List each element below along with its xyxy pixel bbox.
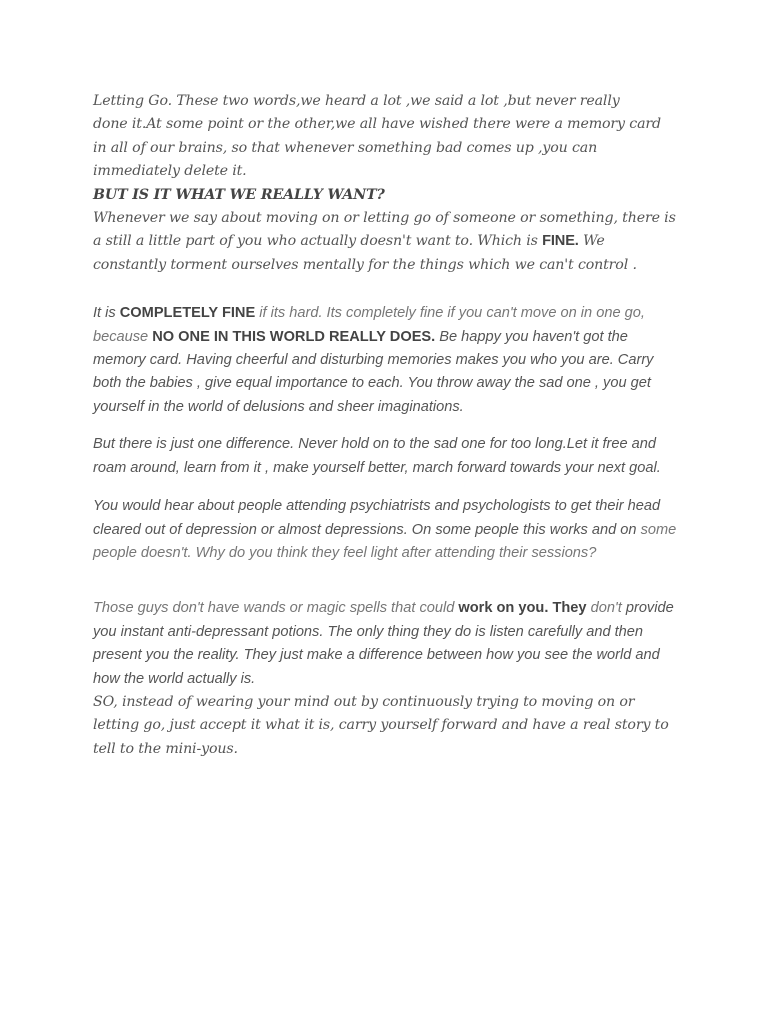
paragraph-intro: [93, 90, 678, 184]
heading-question: BUT IS IT WHAT WE REALLY WANT?: [93, 186, 385, 203]
paragraph-completely-fine-b2: NO ONE IN THIS WORLD REALLY DOES.: [152, 328, 436, 345]
paragraph-difference: But there is just one difference. Never hold on to the sad one for too long.Let it free and roam around, learn from it , make yourself better, march forward towards your next goal.: [93, 436, 661, 476]
paragraph-intro-rest: done it.At some point or the other,we all have wished there were a memory card in all of our brains, so that whenever something bad comes up ,you can immediately delete it.: [93, 116, 661, 180]
paragraph-those-guys-rest: provide you instant anti-depressant potions. The only thing they do is listen carefully and then present you the reality. They just make a difference between how you see the world and how the world actually is.: [93, 600, 674, 687]
paragraph-psychiatrists: [93, 495, 678, 565]
paragraph-intro-line1: Letting Go. These two words,we heard a lot ,we said a lot ,but never really: [93, 93, 620, 109]
paragraph-psychiatrists-main: You would hear about people attending psychiatrists and psychologists to get their head cleared out of depression or almost depressions. On some people this works and on: [93, 498, 661, 538]
paragraph-moving-on-before: Whenever we say about moving on or letting go of someone or something, there is a still a little part of you who actually doesn't want to. Which is: [93, 210, 676, 250]
paragraph-completely-fine-b1: COMPLETELY FINE: [119, 305, 256, 322]
document-page: [93, 90, 678, 761]
paragraph-those-guys-light1: Those guys don't have wands or magic spells that could: [93, 600, 459, 617]
paragraph-those-guys: [93, 597, 678, 691]
paragraph-moving-on-after: We constantly torment ourselves mentally for the things which we can't control .: [93, 233, 637, 273]
paragraph-completely-fine-t2: if its hard. Its completely fine if you can't move on in one go, because: [93, 305, 645, 345]
paragraph-moving-on-bold: FINE.: [542, 233, 579, 250]
paragraph-completely-fine: [93, 302, 678, 419]
paragraph-those-guys-light2: don't: [586, 600, 622, 617]
paragraph-conclusion: SO, instead of wearing your mind out by continuously trying to moving on or letting go, just accept it what it is, carry yourself forward and have a real story to tell to the mini-yous.: [93, 693, 669, 757]
paragraph-those-guys-bold: work on you. They: [458, 600, 587, 617]
paragraph-completely-fine-t1: It is: [93, 305, 120, 322]
paragraph-psychiatrists-light: some people doesn't. Why do you think they feel light after attending their sessions?: [93, 521, 677, 561]
paragraph-completely-fine-t3: Be happy you haven't got the memory card. Having cheerful and disturbing memories makes you who you are. Carry both the babies , give equal importance to each. You throw away the sad one , you get yourself in the world of delusions and sheer imaginations.: [93, 328, 654, 415]
paragraph-moving-on: [93, 207, 678, 277]
